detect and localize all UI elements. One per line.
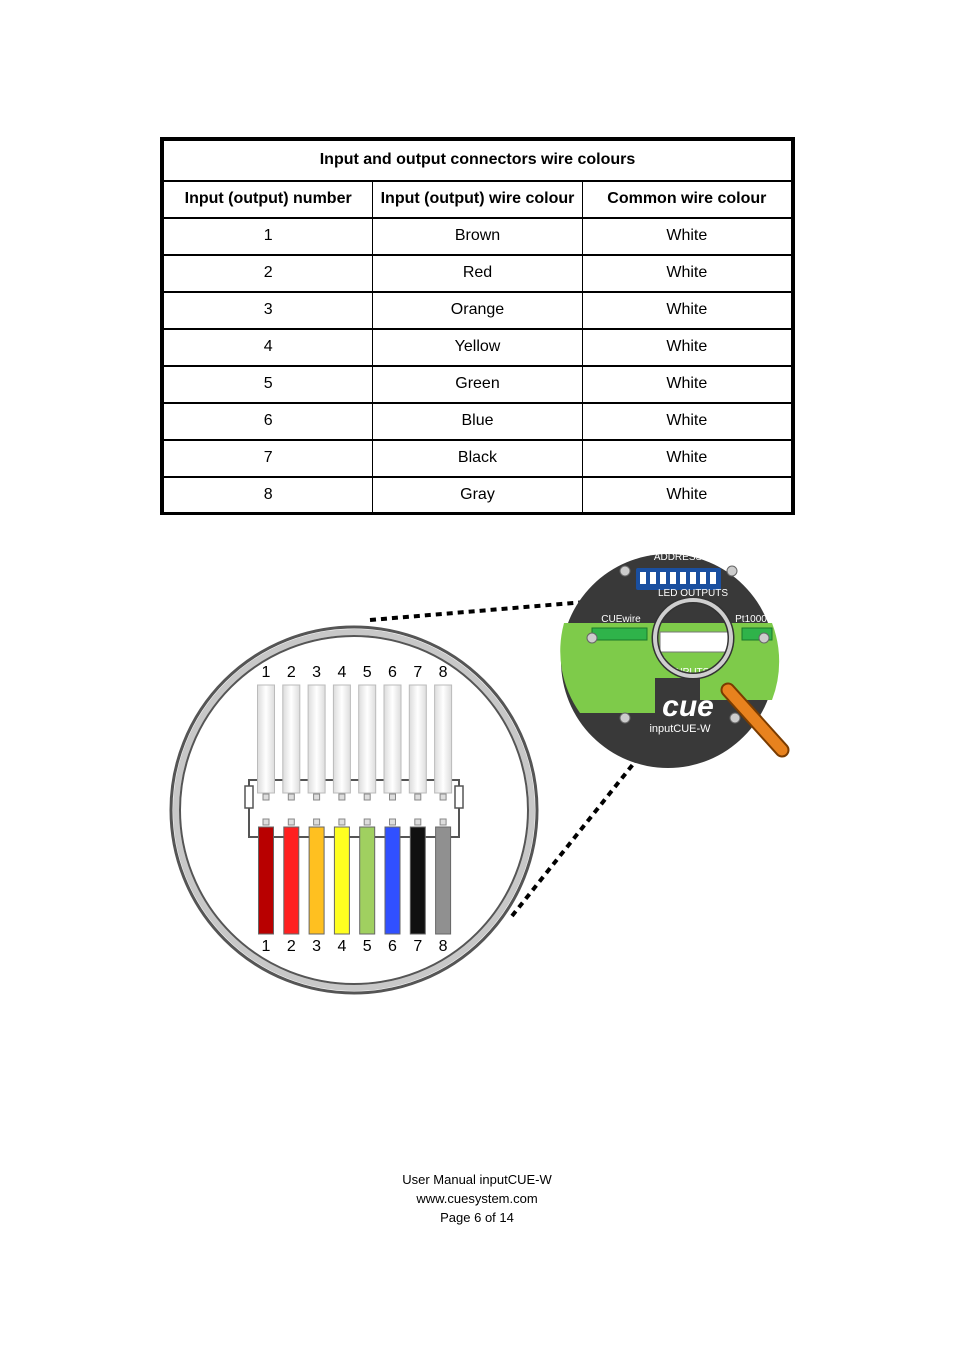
footer-website: www.cuesystem.com bbox=[416, 1191, 538, 1206]
common-wire bbox=[333, 685, 350, 793]
common-wire bbox=[435, 685, 452, 793]
cell-number: 3 bbox=[164, 292, 373, 329]
inputs-end-label: 8 bbox=[720, 656, 726, 666]
wire-number-bottom: 3 bbox=[312, 938, 322, 955]
cell-common-colour: White bbox=[582, 255, 791, 292]
table-row bbox=[164, 366, 792, 403]
connector-pin bbox=[364, 794, 370, 800]
wire-number-top: 1 bbox=[261, 664, 271, 681]
table-row bbox=[164, 218, 792, 255]
common-wire bbox=[258, 685, 275, 793]
screw-icon bbox=[759, 633, 769, 643]
screw-icon bbox=[620, 713, 630, 723]
wire-number-bottom: 4 bbox=[337, 938, 347, 955]
connector-pin bbox=[314, 819, 320, 825]
connector-pin bbox=[440, 819, 446, 825]
dip-switch bbox=[640, 572, 646, 584]
table-row bbox=[164, 255, 792, 292]
wire-number-bottom: 5 bbox=[362, 938, 372, 955]
wire-number-top: 6 bbox=[388, 664, 397, 681]
common-wire bbox=[283, 685, 300, 793]
connector-pin bbox=[364, 819, 370, 825]
dip-switch bbox=[680, 572, 686, 584]
dip-switch bbox=[670, 572, 676, 584]
wire-number-bottom: 7 bbox=[413, 938, 423, 955]
cell-common-colour: White bbox=[582, 329, 791, 366]
connector-pin bbox=[263, 819, 269, 825]
inputs-label: INPUTS bbox=[672, 667, 710, 678]
wire-number-top: 3 bbox=[312, 664, 322, 681]
input-wire bbox=[259, 827, 274, 934]
connector-pin bbox=[390, 794, 396, 800]
cell-wire-colour: Black bbox=[373, 440, 582, 477]
cell-wire-colour: Brown bbox=[373, 218, 582, 255]
inputs-start-label: 1 bbox=[662, 656, 668, 666]
table-row bbox=[164, 440, 792, 477]
cell-number: 6 bbox=[164, 403, 373, 440]
header-common-colour: Common wire colour bbox=[582, 181, 791, 218]
wire-number-top: 2 bbox=[286, 664, 296, 681]
cell-number: 5 bbox=[164, 366, 373, 403]
connector-pin bbox=[440, 794, 446, 800]
page-footer bbox=[0, 1170, 954, 1227]
cuewire-label: CUEwire bbox=[601, 614, 641, 625]
model-label: inputCUE-W bbox=[649, 723, 711, 735]
cell-common-colour: White bbox=[582, 292, 791, 329]
dip-switch bbox=[660, 572, 666, 584]
table-title: Input and output connectors wire colours bbox=[164, 141, 792, 181]
cell-common-colour: White bbox=[582, 477, 791, 512]
connector-pin bbox=[415, 819, 421, 825]
wire-colours-table bbox=[160, 137, 795, 515]
cell-number: 1 bbox=[164, 218, 373, 255]
screw-icon bbox=[727, 566, 737, 576]
cuewire-terminal bbox=[592, 628, 647, 640]
connector-diagram bbox=[160, 538, 795, 1000]
connector-pin bbox=[339, 794, 345, 800]
footer-manual-title: User Manual inputCUE-W bbox=[402, 1172, 552, 1187]
table-row bbox=[164, 292, 792, 329]
input-wire bbox=[436, 827, 451, 934]
connector-housing bbox=[249, 780, 459, 837]
wire-number-bottom: 1 bbox=[261, 938, 271, 955]
cell-common-colour: White bbox=[582, 440, 791, 477]
cell-number: 7 bbox=[164, 440, 373, 477]
connector-pin bbox=[288, 819, 294, 825]
cell-common-colour: White bbox=[582, 366, 791, 403]
input-wire bbox=[334, 827, 349, 934]
table-row bbox=[164, 477, 792, 512]
led-outputs-label: LED OUTPUTS bbox=[657, 588, 729, 599]
inputs-header bbox=[660, 632, 730, 652]
cell-common-colour: White bbox=[582, 218, 791, 255]
table-row bbox=[164, 403, 792, 440]
input-wire bbox=[284, 827, 299, 934]
common-wire bbox=[384, 685, 401, 793]
cell-wire-colour: Red bbox=[373, 255, 582, 292]
cell-wire-colour: Blue bbox=[373, 403, 582, 440]
connector-pin bbox=[314, 794, 320, 800]
dip-switch bbox=[710, 572, 716, 584]
wire-number-bottom: 2 bbox=[286, 938, 296, 955]
connector-pin bbox=[415, 794, 421, 800]
header-number: Input (output) number bbox=[164, 181, 373, 218]
screw-icon bbox=[730, 713, 740, 723]
input-wire bbox=[385, 827, 400, 934]
cell-number: 8 bbox=[164, 477, 373, 512]
table-row bbox=[164, 329, 792, 366]
dip-switch bbox=[690, 572, 696, 584]
cell-wire-colour: Gray bbox=[373, 477, 582, 512]
connector-pin bbox=[390, 819, 396, 825]
pt1000-label: Pt1000 bbox=[735, 614, 767, 625]
screw-icon bbox=[587, 633, 597, 643]
screw-icon bbox=[620, 566, 630, 576]
cue-logo: cue bbox=[662, 690, 714, 723]
address-dip-switch bbox=[636, 568, 721, 590]
cell-common-colour: White bbox=[582, 403, 791, 440]
wire-number-bottom: 6 bbox=[388, 938, 397, 955]
cell-wire-colour: Orange bbox=[373, 292, 582, 329]
header-wire-colour: Input (output) wire colour bbox=[373, 181, 582, 218]
wire-number-top: 8 bbox=[438, 664, 448, 681]
wire-number-top: 4 bbox=[337, 664, 347, 681]
cell-wire-colour: Green bbox=[373, 366, 582, 403]
wire-number-top: 5 bbox=[362, 664, 372, 681]
wire-number-bottom: 8 bbox=[438, 938, 448, 955]
cell-wire-colour: Yellow bbox=[373, 329, 582, 366]
wire-number-top: 7 bbox=[413, 664, 423, 681]
connector-pin bbox=[263, 794, 269, 800]
input-wire bbox=[309, 827, 324, 934]
input-wire bbox=[410, 827, 425, 934]
dip-switch bbox=[700, 572, 706, 584]
connector-pin bbox=[339, 819, 345, 825]
footer-page-number: Page 6 of 14 bbox=[440, 1210, 514, 1225]
input-wire bbox=[360, 827, 375, 934]
dip-switch bbox=[650, 572, 656, 584]
cell-number: 4 bbox=[164, 329, 373, 366]
common-wire bbox=[359, 685, 376, 793]
common-wire bbox=[409, 685, 426, 793]
common-wire bbox=[308, 685, 325, 793]
address-label: ADDRESS bbox=[653, 552, 703, 563]
cell-number: 2 bbox=[164, 255, 373, 292]
connector-pin bbox=[288, 794, 294, 800]
magnified-view bbox=[171, 627, 537, 993]
